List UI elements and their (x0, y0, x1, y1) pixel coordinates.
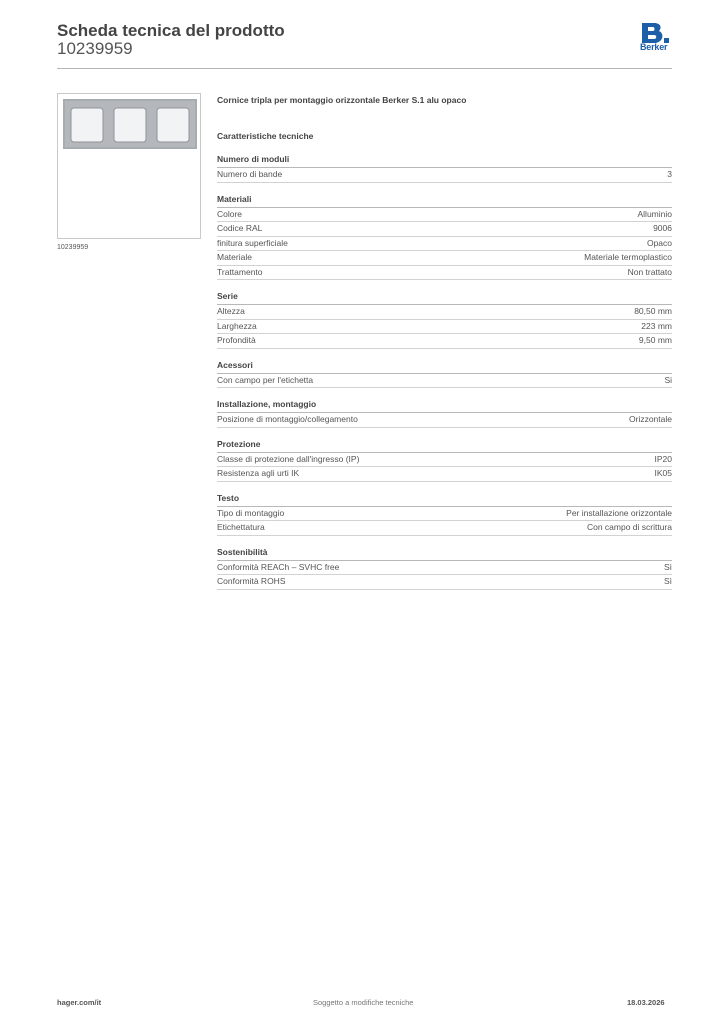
spec-label: Larghezza (217, 320, 257, 331)
footer-date: 18.03.2026 (627, 998, 665, 1007)
spec-row (217, 320, 672, 335)
spec-row (217, 334, 672, 349)
spec-row (217, 575, 672, 590)
spec-groups (217, 153, 672, 590)
spec-label: Trattamento (217, 266, 263, 277)
spec-group-title: Testo (217, 492, 672, 507)
spec-value: Opaco (646, 237, 672, 248)
footer-note: Soggetto a modifiche tecniche (313, 998, 414, 1007)
spec-label: Classe di protezione dall'ingresso (IP) (217, 453, 360, 464)
spec-value: Materiale termoplastico (584, 252, 672, 262)
spec-value: 3 (667, 169, 672, 179)
spec-label: Conformità ROHS (217, 576, 286, 586)
spec-row (217, 305, 672, 320)
spec-label: Etichettatura (217, 522, 265, 532)
spec-value: Sì (663, 576, 672, 586)
frame-illustration (63, 99, 197, 149)
spec-row (217, 521, 672, 536)
spec-value: 9006 (653, 223, 672, 233)
spec-value: IK05 (654, 468, 672, 478)
image-caption: 10239959 (57, 244, 89, 251)
spec-label: Conformità REACh – SVHC free (217, 561, 340, 572)
spec-value: 223 mm (641, 320, 672, 331)
spec-group-title: Installazione, montaggio (217, 398, 672, 413)
spec-label: Colore (217, 208, 243, 219)
spec-group-title: Numero di moduli (217, 153, 672, 168)
spec-group (217, 290, 672, 349)
spec-group-title: Acessori (217, 359, 672, 374)
spec-group-title: Sostenibilità (217, 546, 672, 561)
spec-value: Orizzontale (629, 414, 672, 424)
spec-row (217, 222, 672, 237)
section-heading: Caratteristiche tecniche (217, 131, 314, 141)
spec-row (217, 266, 672, 281)
spec-group (217, 153, 672, 183)
product-number: 10239959 (57, 39, 133, 58)
spec-label: Con campo per l'etichetta (217, 374, 314, 385)
header-divider (57, 68, 672, 69)
spec-group-title: Materiali (217, 193, 672, 208)
spec-value: Non trattato (627, 266, 672, 277)
spec-row (217, 413, 672, 428)
brand-name: Berker (640, 42, 668, 52)
spec-value: Per installazione orizzontale (566, 507, 672, 518)
spec-group (217, 438, 672, 482)
spec-row (217, 453, 672, 468)
spec-group (217, 492, 672, 536)
spec-value: Alluminio (637, 208, 672, 219)
spec-label: Materiale (217, 252, 252, 262)
spec-value: IP20 (654, 453, 672, 464)
spec-label: Numero di bande (217, 169, 283, 179)
spec-group (217, 546, 672, 590)
spec-label: Resistenza agli urti IK (217, 468, 300, 478)
spec-group-title: Protezione (217, 438, 672, 453)
spec-group-title: Serie (217, 290, 672, 305)
spec-row (217, 208, 672, 223)
spec-value: 9,50 mm (638, 335, 672, 345)
spec-label: Altezza (217, 306, 245, 316)
spec-label: Tipo di montaggio (217, 507, 285, 518)
product-name: Cornice tripla per montaggio orizzontale Berker S.1 alu opaco (217, 95, 467, 105)
spec-label: Profondità (217, 335, 256, 345)
page-title: Scheda tecnica del prodotto (57, 21, 285, 40)
spec-row (217, 561, 672, 576)
spec-value: Con campo di scrittura (586, 522, 672, 532)
product-details (217, 95, 672, 600)
spec-label: finitura superficiale (217, 237, 288, 248)
spec-row (217, 507, 672, 522)
spec-group (217, 193, 672, 281)
spec-value: 80,50 mm (634, 306, 672, 316)
spec-group (217, 398, 672, 428)
footer-website: hager.com/it (57, 998, 102, 1007)
spec-value: Si (664, 374, 672, 385)
spec-row (217, 374, 672, 389)
spec-group (217, 359, 672, 389)
spec-row (217, 168, 672, 183)
spec-label: Codice RAL (217, 223, 263, 233)
spec-label: Posizione di montaggio/collegamento (217, 414, 358, 424)
spec-row (217, 237, 672, 252)
spec-value: Sì (663, 561, 672, 572)
product-image (57, 93, 201, 239)
spec-row (217, 467, 672, 482)
spec-row (217, 251, 672, 266)
